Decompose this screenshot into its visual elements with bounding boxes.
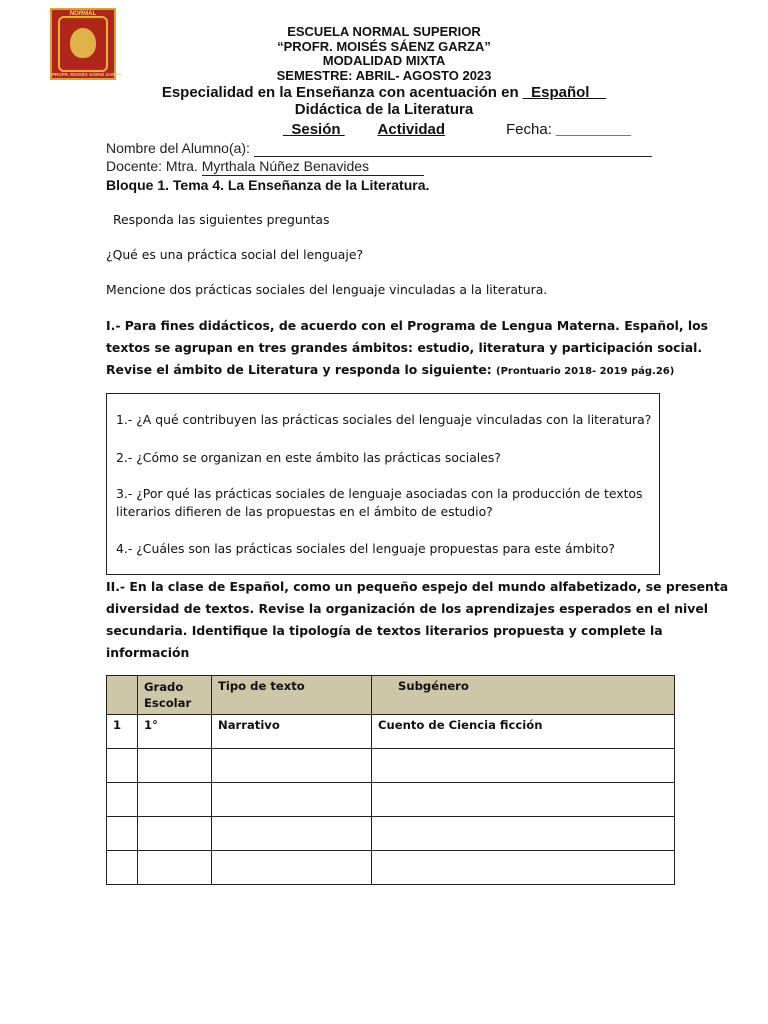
table-row (107, 851, 675, 885)
section-2-line-2: diversidad de textos. Revise la organización de los aprendizajes esperados en el nivel (106, 601, 709, 616)
course-title: Didáctica de la Literatura (294, 101, 474, 118)
table-row (107, 715, 675, 749)
section-1-line-2: textos se agrupan en tres grandes ámbitos: estudio, literatura y participación social. (106, 340, 703, 355)
questions-box (106, 393, 660, 575)
cell-empty[interactable] (107, 783, 138, 817)
box-question-4: 4.- ¿Cuáles son las prácticas sociales del lenguaje propuestas para este ámbito? (116, 541, 616, 556)
question-1: ¿Qué es una práctica social del lenguaje? (106, 247, 364, 262)
cell-empty[interactable] (138, 783, 212, 817)
reference: (Prontuario 2018- 2019 pág.26) (496, 366, 675, 377)
cell-empty[interactable] (212, 783, 372, 817)
cell-num: 1 (107, 715, 138, 749)
cell-subgenero: Cuento de Ciencia ficción (372, 715, 675, 749)
section-2-line-4: información (106, 645, 190, 660)
school-name: “PROFR. MOISÉS SÁENZ GARZA” (277, 39, 491, 54)
session-activity (283, 121, 445, 138)
cell-empty[interactable] (107, 851, 138, 885)
cell-empty[interactable] (372, 783, 675, 817)
cell-tipo: Narrativo (212, 715, 372, 749)
specialty-value: _Español__ (522, 84, 607, 101)
cell-empty[interactable] (107, 749, 138, 783)
header-cell-num (107, 676, 138, 715)
section-2-line-1: II.- En la clase de Español, como un pequeño espejo del mundo alfabetizado, se presenta (106, 579, 729, 594)
date-blank[interactable]: _________ (556, 121, 632, 138)
box-question-2: 2.- ¿Cómo se organizan en este ámbito las prácticas sociales? (116, 450, 501, 465)
teacher-label: Docente: Mtra. (106, 158, 198, 174)
teacher-field (106, 158, 424, 176)
cell-empty[interactable] (372, 851, 675, 885)
table-row (107, 783, 675, 817)
table-row (107, 749, 675, 783)
section-2-line-3: secundaria. Identifique la tipología de textos literarios propuesta y complete la (106, 623, 663, 638)
section-1-line-3: Revise el ámbito de Literatura y responda lo siguiente: (Prontuario 2018- 2019 pág.26) (106, 362, 675, 377)
table-header-row (107, 676, 675, 715)
box-question-1: 1.- ¿A qué contribuyen las prácticas sociales del lenguaje vinculadas con la literatura? (116, 412, 652, 427)
modality: MODALIDAD MIXTA (322, 53, 446, 68)
instruction: Responda las siguientes preguntas (113, 212, 330, 227)
block-title: Bloque 1. Tema 4. La Enseñanza de la Literatura. (106, 177, 430, 193)
cell-empty[interactable] (212, 817, 372, 851)
box-question-3: 3.- ¿Por qué las prácticas sociales de lenguaje asociadas con la producción de textos literarios difieren de las propuestas en el ámbito de estudio? (116, 486, 643, 519)
text-typology-table (106, 675, 675, 885)
cell-empty[interactable] (138, 851, 212, 885)
semester: SEMESTRE: ABRIL- AGOSTO 2023 (276, 68, 492, 83)
date-label: Fecha: (506, 121, 552, 138)
cell-empty[interactable] (212, 851, 372, 885)
section-1-intro (106, 315, 708, 383)
cell-empty[interactable] (107, 817, 138, 851)
student-name-input[interactable] (254, 142, 652, 157)
header-cell-grado: Grado Escolar (138, 676, 212, 715)
specialty-line (0, 84, 768, 102)
activity-label: Actividad (377, 121, 446, 138)
school-title: ESCUELA NORMAL SUPERIOR (287, 24, 481, 39)
cell-empty[interactable] (372, 817, 675, 851)
cell-empty[interactable] (372, 749, 675, 783)
table-row (107, 817, 675, 851)
logo-top-text: NORMAL (69, 11, 97, 17)
section-1-line-1: I.- Para fines didácticos, de acuerdo con el Programa de Lengua Materna. Español, los (106, 318, 709, 333)
section-2-intro (106, 576, 728, 664)
cell-grado: 1° (138, 715, 212, 749)
student-label: Nombre del Alumno(a): (106, 140, 250, 156)
cell-empty[interactable] (138, 749, 212, 783)
header-cell-subgenero: Subgénero (372, 676, 675, 715)
header-cell-tipo: Tipo de texto (212, 676, 372, 715)
cell-empty[interactable] (138, 817, 212, 851)
session-label: _Sesión (283, 121, 341, 138)
specialty-prefix: Especialidad en la Enseñanza con acentuación en (161, 84, 523, 101)
date-field (506, 121, 631, 138)
teacher-name: Myrthala Núñez Benavides (202, 158, 424, 176)
student-field (106, 140, 652, 157)
cell-empty[interactable] (212, 749, 372, 783)
logo-bottom-text: PROFR. MOISÉS SÁENZ GARZA (52, 72, 122, 77)
question-2: Mencione dos prácticas sociales del lenguaje vinculadas a la literatura. (106, 282, 548, 297)
